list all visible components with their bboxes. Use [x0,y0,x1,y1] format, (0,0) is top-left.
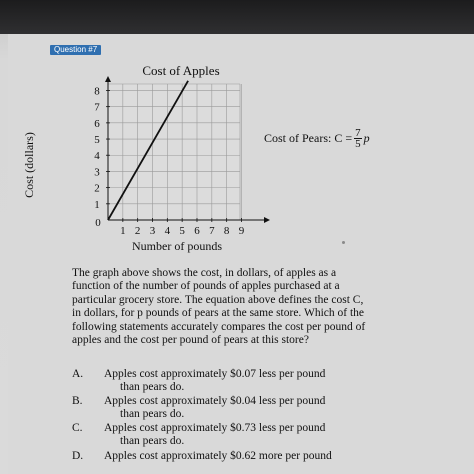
x-tick-label: 2 [134,225,141,237]
fraction-numerator: 7 [355,127,361,139]
y-tick-label: 2 [94,182,100,195]
y-tick-label: 3 [94,166,100,179]
x-tick-label: 3 [149,225,156,237]
choice-letter: C. [72,422,83,435]
pears-fraction [354,128,362,149]
y-axis-arrow [105,76,111,82]
x-tick-label: 6 [194,225,200,237]
chart-title: Cost of Apples [142,63,220,78]
choice-text-cont: than pears do. [120,407,185,420]
y-tick-label: 4 [94,150,100,163]
choice-text: Apples cost approximately $0.73 less per pound [104,422,326,435]
pears-equation [264,128,370,149]
x-axis-arrow [264,217,270,223]
pears-variable: p [363,131,370,145]
choice-a[interactable] [72,368,372,393]
problem-text: The graph above shows the cost, in dollars, of apples as a function of the number of pounds of apples purchased at a particular grocery store. The equation above defines the cost C, in dollars, for p pounds of pears at the same store. Which of the following statements accurately compares the cost per pound of apples and the cost per pound of pears at this store? [72,267,366,347]
pears-label: Cost of Pears: C = [264,131,353,145]
x-tick-label: 8 [223,225,230,237]
x-tick-label: 7 [209,225,215,237]
choice-text: Apples cost approximately $0.04 less per pound [104,395,326,408]
x-axis-label: Number of pounds [132,239,222,253]
choice-d[interactable] [72,450,372,463]
y-tick-label: 7 [94,101,100,114]
choice-b[interactable] [72,395,372,420]
y-tick-label: 8 [94,85,100,98]
choice-c[interactable] [72,422,372,447]
answer-choices [72,368,372,464]
question-badge: Question #7 [50,45,101,55]
choice-text-cont: than pears do. [120,380,185,393]
origin-label: 0 [95,217,101,229]
y-tick-label: 6 [94,117,100,130]
y-tick-label: 1 [94,198,100,211]
choice-letter: A. [72,368,84,380]
screen-speck [342,241,345,244]
y-axis-label: Cost (dollars) [22,132,36,198]
choice-letter: D. [72,449,84,462]
x-tick-label: 4 [164,225,171,237]
x-tick-label: 9 [238,225,245,237]
x-tick-label: 5 [179,225,185,237]
x-tick-label: 1 [120,225,126,237]
choice-text: Apples cost approximately $0.62 more per pound [104,449,332,462]
choice-text-cont: than pears do. [120,434,185,447]
choice-text: Apples cost approximately $0.07 less per pound [104,368,326,380]
choice-letter: B. [72,395,83,408]
fraction-denominator: 5 [355,138,361,150]
y-tick-label: 5 [94,134,100,147]
